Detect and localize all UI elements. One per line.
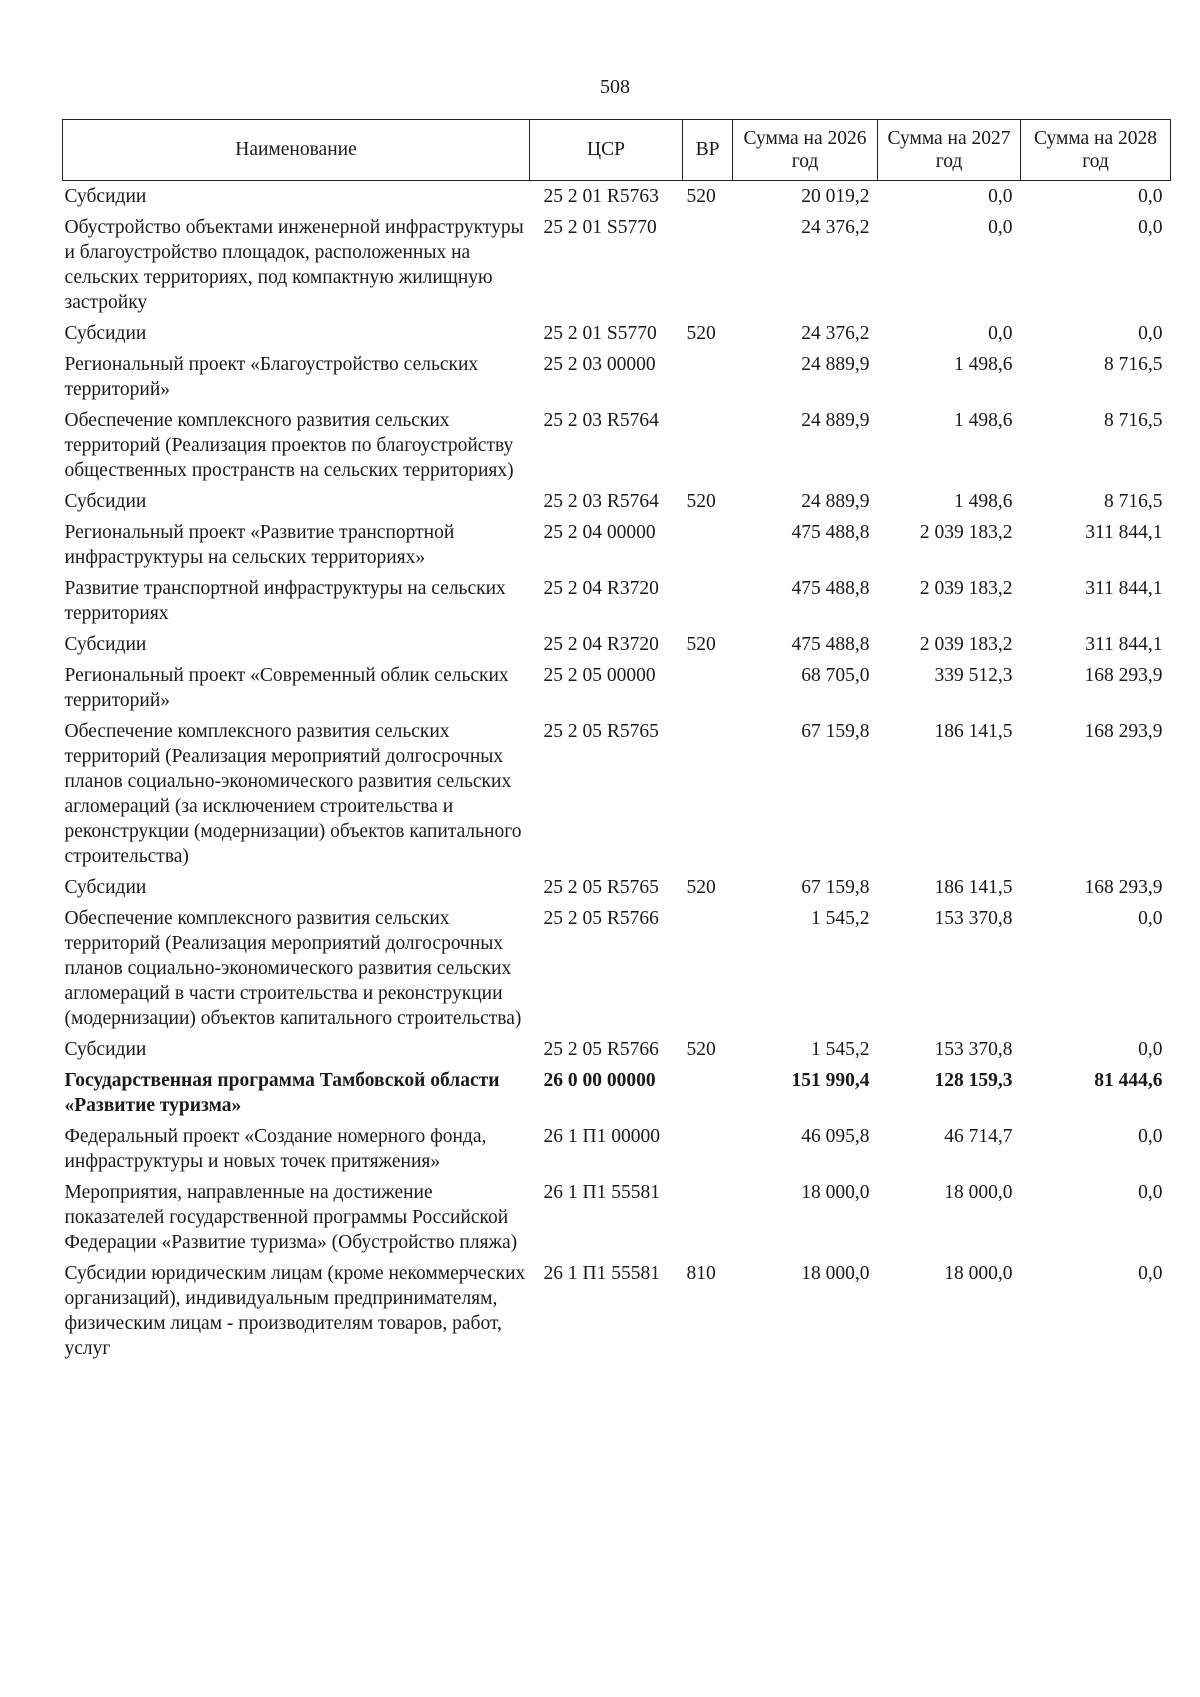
row-csr: 25 2 04 R3720 (543, 634, 659, 655)
row-name: Субсидии (64, 491, 147, 512)
row-sum-2026: 24 376,2 (801, 217, 870, 238)
row-csr: 26 1 П1 55581 (543, 1263, 660, 1284)
row-sum-2027: 2 039 183,2 (919, 578, 1013, 599)
row-sum-2026: 20 019,2 (801, 186, 870, 207)
row-vr (683, 1065, 733, 1121)
header-2027: Сумма на 2027 год (878, 120, 1021, 181)
table-row (63, 872, 1171, 903)
row-csr: 25 2 01 S5770 (543, 323, 657, 344)
row-name: Мероприятия, направленные на достижение показателей государственной программы Российской Федерации «Развитие туризма» (Обустройство пляжа) (64, 1182, 518, 1253)
row-vr: 520 (686, 186, 716, 207)
table-row (63, 1121, 1171, 1177)
row-vr (683, 573, 733, 629)
row-sum-2026: 151 990,4 (791, 1070, 870, 1091)
row-vr: 520 (686, 491, 716, 512)
row-sum-2028: 0,0 (1138, 217, 1163, 238)
row-sum-2026: 475 488,8 (791, 634, 870, 655)
row-sum-2028: 0,0 (1138, 908, 1163, 929)
row-sum-2026: 67 159,8 (801, 877, 870, 898)
row-sum-2028: 81 444,6 (1094, 1070, 1163, 1091)
row-name: Развитие транспортной инфраструктуры на сельских территориях (64, 578, 506, 624)
row-vr (683, 212, 733, 318)
table-row (63, 405, 1171, 486)
row-csr: 25 2 05 R5765 (543, 877, 659, 898)
row-name: Обеспечение комплексного развития сельских территорий (Реализация мероприятий долгосрочных планов социально-экономического развития сельских агломераций (за исключением строительства и реконструкции (модернизации) объектов капитального строительства) (64, 721, 522, 867)
row-csr: 25 2 04 00000 (543, 522, 656, 543)
header-name: Наименование (63, 120, 530, 181)
row-sum-2027: 186 141,5 (934, 721, 1013, 742)
table-row (63, 486, 1171, 517)
row-sum-2027: 153 370,8 (934, 908, 1013, 929)
row-sum-2026: 24 889,9 (801, 354, 870, 375)
table-row (63, 212, 1171, 318)
row-name: Региональный проект «Развитие транспортной инфраструктуры на сельских территориях» (64, 522, 455, 568)
row-name: Федеральный проект «Создание номерного фонда, инфраструктуры и новых точек притяжения» (64, 1126, 487, 1172)
row-csr: 25 2 01 S5770 (543, 217, 657, 238)
row-sum-2028: 8 716,5 (1104, 354, 1163, 375)
row-csr: 25 2 05 R5766 (543, 1039, 659, 1060)
row-name: Субсидии (64, 877, 147, 898)
row-vr: 520 (686, 323, 716, 344)
row-vr (683, 517, 733, 573)
row-vr: 520 (686, 877, 716, 898)
row-name: Государственная программа Тамбовской области «Развитие туризма» (64, 1070, 500, 1116)
row-csr: 26 1 П1 00000 (543, 1126, 660, 1147)
row-sum-2028: 0,0 (1138, 186, 1163, 207)
row-csr: 25 2 05 R5765 (543, 721, 659, 742)
row-name: Субсидии юридическим лицам (кроме некоммерческих организаций), индивидуальным предпринимателям, физическим лицам - производителям товаров, работ, услуг (64, 1263, 526, 1359)
row-csr: 25 2 04 R3720 (543, 578, 659, 599)
table-row (63, 716, 1171, 872)
row-sum-2028: 0,0 (1138, 1263, 1163, 1284)
row-sum-2026: 18 000,0 (801, 1263, 870, 1284)
row-sum-2026: 24 889,9 (801, 491, 870, 512)
table-row (63, 517, 1171, 573)
row-sum-2028: 311 844,1 (1085, 578, 1163, 599)
row-sum-2028: 168 293,9 (1084, 721, 1163, 742)
row-vr (683, 1177, 733, 1258)
row-name: Субсидии (64, 323, 147, 344)
row-sum-2028: 168 293,9 (1084, 877, 1163, 898)
row-sum-2026: 1 545,2 (811, 1039, 870, 1060)
row-csr: 25 2 01 R5763 (543, 186, 659, 207)
row-sum-2027: 1 498,6 (954, 354, 1013, 375)
row-sum-2028: 311 844,1 (1085, 634, 1163, 655)
row-sum-2028: 168 293,9 (1084, 665, 1163, 686)
row-sum-2026: 18 000,0 (801, 1182, 870, 1203)
row-sum-2027: 1 498,6 (954, 491, 1013, 512)
table-row (63, 903, 1171, 1034)
table-header (63, 120, 1171, 181)
row-sum-2027: 46 714,7 (944, 1126, 1013, 1147)
header-2026: Сумма на 2026 год (733, 120, 878, 181)
row-sum-2028: 0,0 (1138, 323, 1163, 344)
row-vr: 520 (686, 1039, 716, 1060)
row-sum-2027: 339 512,3 (934, 665, 1013, 686)
row-vr (683, 405, 733, 486)
row-vr (683, 716, 733, 872)
row-sum-2027: 0,0 (988, 186, 1013, 207)
row-sum-2027: 153 370,8 (934, 1039, 1013, 1060)
row-sum-2028: 311 844,1 (1085, 522, 1163, 543)
row-sum-2027: 128 159,3 (934, 1070, 1013, 1091)
header-csr: ЦСР (530, 120, 683, 181)
row-sum-2027: 2 039 183,2 (919, 522, 1013, 543)
row-sum-2028: 8 716,5 (1104, 491, 1163, 512)
header-vr: ВР (683, 120, 733, 181)
row-name: Региональный проект «Благоустройство сельских территорий» (64, 354, 479, 400)
row-sum-2026: 67 159,8 (801, 721, 870, 742)
row-name: Обеспечение комплексного развития сельских территорий (Реализация проектов по благоустройству общественных пространств на сельских территориях) (64, 410, 514, 481)
row-csr: 25 2 03 R5764 (543, 410, 659, 431)
table-row (63, 660, 1171, 716)
row-vr (683, 903, 733, 1034)
row-sum-2027: 1 498,6 (954, 410, 1013, 431)
row-sum-2027: 2 039 183,2 (919, 634, 1013, 655)
row-sum-2027: 186 141,5 (934, 877, 1013, 898)
row-sum-2027: 0,0 (988, 217, 1013, 238)
row-sum-2026: 46 095,8 (801, 1126, 870, 1147)
row-csr: 25 2 03 R5764 (543, 491, 659, 512)
row-sum-2028: 0,0 (1138, 1039, 1163, 1060)
table-row (63, 349, 1171, 405)
row-sum-2026: 475 488,8 (791, 578, 870, 599)
row-sum-2027: 18 000,0 (944, 1263, 1013, 1284)
page-number: 508 (600, 76, 630, 98)
row-sum-2028: 8 716,5 (1104, 410, 1163, 431)
row-sum-2026: 1 545,2 (811, 908, 870, 929)
table-row (63, 1034, 1171, 1065)
row-sum-2028: 0,0 (1138, 1182, 1163, 1203)
row-name: Региональный проект «Современный облик сельских территорий» (64, 665, 509, 711)
table-row (63, 1258, 1171, 1364)
table-row (63, 629, 1171, 660)
table-row (63, 1177, 1171, 1258)
row-vr (683, 349, 733, 405)
row-sum-2027: 18 000,0 (944, 1182, 1013, 1203)
row-sum-2026: 475 488,8 (791, 522, 870, 543)
row-vr (683, 660, 733, 716)
row-csr: 26 0 00 00000 (543, 1070, 656, 1091)
row-name: Субсидии (64, 186, 147, 207)
row-sum-2026: 24 376,2 (801, 323, 870, 344)
table-body (63, 181, 1171, 1365)
row-csr: 25 2 05 00000 (543, 665, 656, 686)
table-row (63, 573, 1171, 629)
header-2028: Сумма на 2028 год (1021, 120, 1171, 181)
row-csr: 25 2 03 00000 (543, 354, 656, 375)
table-row (63, 1065, 1171, 1121)
row-sum-2026: 24 889,9 (801, 410, 870, 431)
row-name: Субсидии (64, 1039, 147, 1060)
row-csr: 26 1 П1 55581 (543, 1182, 660, 1203)
row-name: Обеспечение комплексного развития сельских территорий (Реализация мероприятий долгосрочных планов социально-экономического развития сельских агломераций в части строительства и реконструкции (модернизации) объектов капитального строительства) (64, 908, 522, 1029)
row-sum-2027: 0,0 (988, 323, 1013, 344)
table-row (63, 181, 1171, 213)
row-sum-2026: 68 705,0 (801, 665, 870, 686)
row-name: Обустройство объектами инженерной инфраструктуры и благоустройство площадок, расположенных на сельских территориях, под компактную жилищную застройку (64, 217, 524, 313)
row-sum-2028: 0,0 (1138, 1126, 1163, 1147)
budget-table (62, 119, 1171, 1364)
row-vr (683, 1121, 733, 1177)
row-vr: 520 (686, 634, 716, 655)
row-csr: 25 2 05 R5766 (543, 908, 659, 929)
row-vr: 810 (686, 1263, 716, 1284)
table-row (63, 318, 1171, 349)
row-name: Субсидии (64, 634, 147, 655)
